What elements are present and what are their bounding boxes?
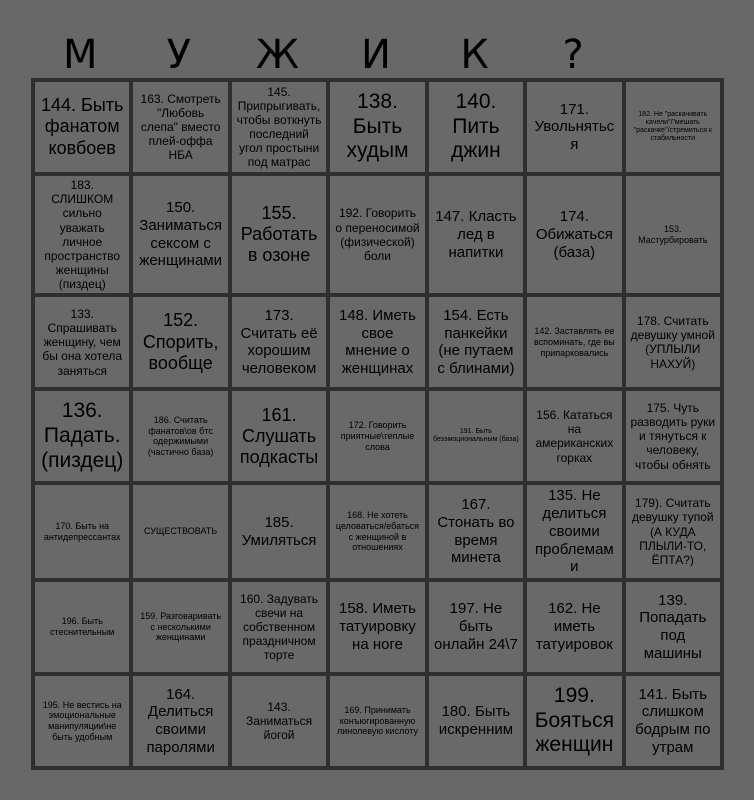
title-letter-1: М — [63, 32, 98, 78]
bingo-cell[interactable]: 174. Обижаться (база) — [527, 176, 621, 293]
bingo-cell[interactable]: 152. Спорить, вообще — [133, 297, 227, 387]
bingo-cell[interactable]: 163. Смотреть "Любовь слепа" вместо плей-оффа НБА — [133, 82, 227, 172]
bingo-cell[interactable]: 145. Припрыгивать, чтобы воткнуть последний угол простыни под матрас — [232, 82, 326, 172]
bingo-cell[interactable]: 158. Иметь татуировку на ноге — [330, 582, 424, 672]
title-letter-2: У — [166, 32, 192, 78]
bingo-cell[interactable]: 154. Есть панкейки (не путаем с блинами) — [429, 297, 523, 387]
bingo-cell[interactable]: 185. Умиляться — [232, 485, 326, 577]
bingo-cell[interactable]: 144. Быть фанатом ковбоев — [35, 82, 129, 172]
bingo-cell[interactable]: 171. Увольняться — [527, 82, 621, 172]
bingo-cell[interactable]: 133. Спрашивать женщину, чем бы она хотела заняться — [35, 297, 129, 387]
bingo-cell[interactable]: 148. Иметь свое мнение о женщинах — [330, 297, 424, 387]
bingo-cell[interactable]: 160. Задувать свечи на собственном праздничном торте — [232, 582, 326, 672]
bingo-title — [31, 30, 721, 80]
bingo-cell[interactable]: 156. Кататься на американских горках — [527, 391, 621, 481]
bingo-cell[interactable]: 182. Не "раскачивать качели"/"мешать "раскачке"/стремиться к стабильности — [626, 82, 720, 172]
bingo-cell[interactable]: 173. Считать её хорошим человеком — [232, 297, 326, 387]
title-letter-7 — [622, 30, 721, 80]
bingo-cell[interactable]: 195. Не вестись на эмоциональные манипуляции\не быть удобным — [35, 676, 129, 766]
title-letter-4: И — [361, 32, 391, 78]
bingo-cell[interactable]: 183. СЛИШКОМ сильно уважать личное пространство женщины (пиздец) — [35, 176, 129, 293]
bingo-cell[interactable]: 178. Считать девушку умной (УПЛЫЛИ НАХУЙ) — [626, 297, 720, 387]
bingo-cell[interactable]: 175. Чуть разводить руки и тянуться к человеку, чтобы обнять — [626, 391, 720, 481]
bingo-cell[interactable]: 136. Падать. (пиздец) — [35, 391, 129, 481]
bingo-cell[interactable]: 179). Считать девушку тупой (А КУДА ПЛЫЛИ-ТО, ЁПТА?) — [626, 485, 720, 577]
bingo-board — [31, 78, 724, 770]
bingo-cell[interactable]: 153. Мастурбировать — [626, 176, 720, 293]
bingo-cell[interactable]: 150. Заниматься сексом с женщинами — [133, 176, 227, 293]
bingo-cell[interactable]: 168. Не хотеть целоваться/ебаться с женщиной в отношениях — [330, 485, 424, 577]
bingo-cell[interactable]: 186. Считать фанатов\ов бтс одержимыми (частично база) — [133, 391, 227, 481]
bingo-cell[interactable]: 169. Принимать конъюгированную линолевую кислоту — [330, 676, 424, 766]
bingo-cell[interactable]: 199. Бояться женщин — [527, 676, 621, 766]
title-letter-6: ? — [562, 32, 584, 78]
title-letter-5: К — [460, 32, 489, 78]
bingo-cell[interactable]: 138. Быть худым — [330, 82, 424, 172]
bingo-cell[interactable]: 135. Не делиться своими проблемами — [527, 485, 621, 577]
bingo-cell[interactable]: 192. Говорить о переносимой (физической) боли — [330, 176, 424, 293]
bingo-cell[interactable]: 196. Быть стеснительным — [35, 582, 129, 672]
bingo-cell[interactable]: 139. Попадать под машины — [626, 582, 720, 672]
bingo-cell[interactable]: 141. Быть слишком бодрым по утрам — [626, 676, 720, 766]
title-letter-3: Ж — [255, 32, 299, 78]
bingo-cell[interactable]: 143. Заниматься йогой — [232, 676, 326, 766]
bingo-cell[interactable]: 170. Быть на антидепрессантах — [35, 485, 129, 577]
bingo-cell[interactable]: 147. Класть лед в напитки — [429, 176, 523, 293]
bingo-cell[interactable]: 142. Заставлять ее вспоминать, где вы припарковались — [527, 297, 621, 387]
bingo-cell[interactable]: 164. Делиться своими паролями — [133, 676, 227, 766]
bingo-cell[interactable]: 140. Пить джин — [429, 82, 523, 172]
bingo-cell[interactable]: СУЩЕСТВОВАТЬ — [133, 485, 227, 577]
bingo-cell[interactable]: 197. Не быть онлайн 24\7 — [429, 582, 523, 672]
bingo-cell[interactable]: 180. Быть искренним — [429, 676, 523, 766]
bingo-cell[interactable]: 159. Разговаривать с несколькими женщинами — [133, 582, 227, 672]
bingo-cell[interactable]: 172. Говорить приятные\теплые слова — [330, 391, 424, 481]
bingo-cell[interactable]: 191. Быть безэмоциональным (база) — [429, 391, 523, 481]
bingo-cell[interactable]: 162. Не иметь татуировок — [527, 582, 621, 672]
bingo-cell[interactable]: 161. Слушать подкасты — [232, 391, 326, 481]
bingo-cell[interactable]: 167. Стонать во время минета — [429, 485, 523, 577]
bingo-cell[interactable]: 155. Работать в озоне — [232, 176, 326, 293]
